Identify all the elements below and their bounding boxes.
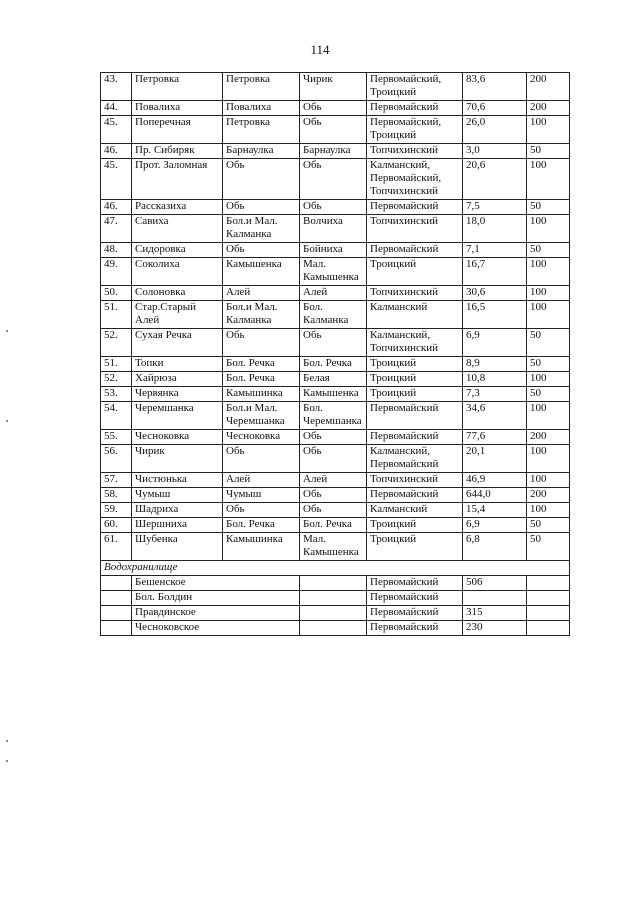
row-number-cell: 43. [101, 73, 132, 101]
row-number-cell: 60. [101, 518, 132, 533]
table-row [101, 488, 570, 503]
district-cell: Калманский, Топчихинский [367, 329, 463, 357]
receiving-river-cell: Чирик [300, 73, 367, 101]
row-number-cell: 51. [101, 357, 132, 372]
river-name-cell: Рассказиха [132, 200, 223, 215]
protection-zone-cell: 100 [527, 473, 570, 488]
river-length-cell: 15,4 [463, 503, 527, 518]
row-number-cell: 61. [101, 533, 132, 561]
protection-zone-cell: 200 [527, 101, 570, 116]
river-name-cell: Сидоровка [132, 243, 223, 258]
district-cell: Калманский, Первомайский [367, 445, 463, 473]
protection-zone-cell: 100 [527, 301, 570, 329]
reservoir-name-cell: Чесноковское [132, 621, 300, 636]
river-length-cell: 83,6 [463, 73, 527, 101]
basin-river-cell: Обь [223, 503, 300, 518]
receiving-river-cell: Барнаулка [300, 144, 367, 159]
empty-cell [527, 606, 570, 621]
receiving-river-cell: Обь [300, 503, 367, 518]
receiving-river-cell: Обь [300, 200, 367, 215]
row-number-cell: 47. [101, 215, 132, 243]
district-cell: Первомайский, Троицкий [367, 73, 463, 101]
receiving-river-cell: Бол. Речка [300, 518, 367, 533]
table-row [101, 533, 570, 561]
district-cell: Троицкий [367, 518, 463, 533]
receiving-river-cell: Обь [300, 445, 367, 473]
protection-zone-cell: 100 [527, 286, 570, 301]
river-length-cell: 30,6 [463, 286, 527, 301]
protection-zone-cell: 100 [527, 503, 570, 518]
row-number-cell: 49. [101, 258, 132, 286]
district-cell: Топчихинский [367, 286, 463, 301]
receiving-river-cell: Обь [300, 116, 367, 144]
river-name-cell: Солоновка [132, 286, 223, 301]
river-length-cell: 7,3 [463, 387, 527, 402]
receiving-river-cell: Волчиха [300, 215, 367, 243]
district-cell: Топчихинский [367, 144, 463, 159]
river-name-cell: Топки [132, 357, 223, 372]
reservoir-length-cell: 315 [463, 606, 527, 621]
protection-zone-cell: 50 [527, 357, 570, 372]
district-cell: Калманский [367, 301, 463, 329]
river-length-cell: 7,1 [463, 243, 527, 258]
row-number-cell: 52. [101, 329, 132, 357]
scan-dot [6, 760, 8, 762]
river-length-cell: 6,9 [463, 329, 527, 357]
row-number-cell: 50. [101, 286, 132, 301]
district-cell: Первомайский [367, 621, 463, 636]
empty-cell [527, 591, 570, 606]
river-name-cell: Петровка [132, 73, 223, 101]
district-cell: Топчихинский [367, 215, 463, 243]
receiving-river-cell: Обь [300, 430, 367, 445]
row-number-cell: 57. [101, 473, 132, 488]
river-name-cell: Черемшанка [132, 402, 223, 430]
empty-cell [101, 591, 132, 606]
receiving-river-cell: Обь [300, 329, 367, 357]
basin-river-cell: Камышинка [223, 533, 300, 561]
table-row [101, 518, 570, 533]
protection-zone-cell: 100 [527, 445, 570, 473]
river-name-cell: Прот. Заломная [132, 159, 223, 200]
row-number-cell: 53. [101, 387, 132, 402]
river-name-cell: Сухая Речка [132, 329, 223, 357]
river-length-cell: 46,9 [463, 473, 527, 488]
protection-zone-cell: 50 [527, 144, 570, 159]
river-name-cell: Чесноковка [132, 430, 223, 445]
receiving-river-cell: Алей [300, 473, 367, 488]
table-row [101, 503, 570, 518]
empty-cell [101, 576, 132, 591]
reservoir-length-cell: 230 [463, 621, 527, 636]
table-row [101, 301, 570, 329]
empty-cell [300, 606, 367, 621]
receiving-river-cell: Мал. Камышенка [300, 258, 367, 286]
protection-zone-cell: 100 [527, 215, 570, 243]
reservoir-name-cell: Бешенское [132, 576, 300, 591]
basin-river-cell: Бол.и Мал. Черемшанка [223, 402, 300, 430]
reservoir-name-cell: Бол. Болдин [132, 591, 300, 606]
empty-cell [300, 591, 367, 606]
district-cell: Первомайский [367, 243, 463, 258]
table-row [101, 159, 570, 200]
river-name-cell: Стар.Старый Алей [132, 301, 223, 329]
table-row [101, 357, 570, 372]
row-number-cell: 55. [101, 430, 132, 445]
row-number-cell: 45. [101, 159, 132, 200]
row-number-cell: 44. [101, 101, 132, 116]
empty-cell [300, 621, 367, 636]
district-cell: Первомайский [367, 591, 463, 606]
protection-zone-cell: 200 [527, 73, 570, 101]
district-cell: Троицкий [367, 258, 463, 286]
basin-river-cell: Бол.и Мал. Калманка [223, 215, 300, 243]
reservoir-section-title: Водохранилище [101, 561, 570, 576]
river-length-cell: 77,6 [463, 430, 527, 445]
district-cell: Первомайский [367, 606, 463, 621]
district-cell: Троицкий [367, 533, 463, 561]
basin-river-cell: Петровка [223, 116, 300, 144]
basin-river-cell: Камышинка [223, 387, 300, 402]
empty-cell [101, 606, 132, 621]
river-length-cell: 10,8 [463, 372, 527, 387]
empty-cell [300, 576, 367, 591]
receiving-river-cell: Обь [300, 101, 367, 116]
receiving-river-cell: Алей [300, 286, 367, 301]
table-row [101, 215, 570, 243]
scan-dot [6, 330, 8, 332]
receiving-river-cell: Камышенка [300, 387, 367, 402]
river-length-cell: 3,0 [463, 144, 527, 159]
basin-river-cell: Обь [223, 329, 300, 357]
basin-river-cell: Барнаулка [223, 144, 300, 159]
district-cell: Троицкий [367, 372, 463, 387]
district-cell: Первомайский [367, 576, 463, 591]
reservoir-row [101, 576, 570, 591]
district-cell: Первомайский [367, 402, 463, 430]
row-number-cell: 48. [101, 243, 132, 258]
district-cell: Калманский, Первомайский, Топчихинский [367, 159, 463, 200]
receiving-river-cell: Обь [300, 159, 367, 200]
district-cell: Троицкий [367, 357, 463, 372]
river-length-cell: 20,1 [463, 445, 527, 473]
table-row [101, 101, 570, 116]
row-number-cell: 54. [101, 402, 132, 430]
river-name-cell: Чирик [132, 445, 223, 473]
empty-cell [527, 576, 570, 591]
district-cell: Первомайский [367, 488, 463, 503]
row-number-cell: 46. [101, 144, 132, 159]
table-row [101, 144, 570, 159]
river-name-cell: Хайрюза [132, 372, 223, 387]
river-length-cell: 7,5 [463, 200, 527, 215]
table-row [101, 473, 570, 488]
district-cell: Первомайский [367, 430, 463, 445]
river-length-cell: 20,6 [463, 159, 527, 200]
district-cell: Топчихинский [367, 473, 463, 488]
river-name-cell: Повалиха [132, 101, 223, 116]
receiving-river-cell: Белая [300, 372, 367, 387]
basin-river-cell: Обь [223, 200, 300, 215]
basin-river-cell: Обь [223, 445, 300, 473]
receiving-river-cell: Обь [300, 488, 367, 503]
row-number-cell: 59. [101, 503, 132, 518]
basin-river-cell: Алей [223, 286, 300, 301]
river-name-cell: Шершниха [132, 518, 223, 533]
basin-river-cell: Обь [223, 243, 300, 258]
basin-river-cell: Бол.и Мал. Калманка [223, 301, 300, 329]
district-cell: Первомайский [367, 101, 463, 116]
river-name-cell: Червянка [132, 387, 223, 402]
protection-zone-cell: 100 [527, 159, 570, 200]
basin-river-cell: Бол. Речка [223, 357, 300, 372]
table-row [101, 430, 570, 445]
protection-zone-cell: 100 [527, 258, 570, 286]
protection-zone-cell: 100 [527, 116, 570, 144]
basin-river-cell: Бол. Речка [223, 518, 300, 533]
river-name-cell: Чумыш [132, 488, 223, 503]
rivers-table-body [101, 73, 570, 561]
basin-river-cell: Петровка [223, 73, 300, 101]
receiving-river-cell: Бол. Черемшанка [300, 402, 367, 430]
reservoir-length-cell [463, 591, 527, 606]
river-length-cell: 8,9 [463, 357, 527, 372]
protection-zone-cell: 50 [527, 533, 570, 561]
row-number-cell: 45. [101, 116, 132, 144]
reservoirs-table-body [101, 561, 570, 636]
receiving-river-cell: Мал. Камышенка [300, 533, 367, 561]
reservoir-length-cell: 506 [463, 576, 527, 591]
table-row [101, 200, 570, 215]
row-number-cell: 58. [101, 488, 132, 503]
protection-zone-cell: 100 [527, 402, 570, 430]
row-number-cell: 52. [101, 372, 132, 387]
river-length-cell: 6,9 [463, 518, 527, 533]
scan-dot [6, 740, 8, 742]
table-row [101, 372, 570, 387]
river-length-cell: 26,0 [463, 116, 527, 144]
river-name-cell: Чистюнька [132, 473, 223, 488]
table-row [101, 445, 570, 473]
basin-river-cell: Обь [223, 159, 300, 200]
river-length-cell: 16,5 [463, 301, 527, 329]
table-row [101, 73, 570, 101]
table-row [101, 286, 570, 301]
table-row [101, 329, 570, 357]
table-row [101, 387, 570, 402]
river-name-cell: Савиха [132, 215, 223, 243]
basin-river-cell: Повалиха [223, 101, 300, 116]
protection-zone-cell: 100 [527, 372, 570, 387]
district-cell: Первомайский [367, 200, 463, 215]
protection-zone-cell: 50 [527, 387, 570, 402]
basin-river-cell: Чумыш [223, 488, 300, 503]
basin-river-cell: Камышенка [223, 258, 300, 286]
table-row [101, 258, 570, 286]
row-number-cell: 51. [101, 301, 132, 329]
river-length-cell: 18,0 [463, 215, 527, 243]
reservoir-name-cell: Правдинское [132, 606, 300, 621]
district-cell: Первомайский, Троицкий [367, 116, 463, 144]
receiving-river-cell: Бойниха [300, 243, 367, 258]
table-row [101, 402, 570, 430]
river-name-cell: Пр. Сибиряк [132, 144, 223, 159]
protection-zone-cell: 50 [527, 518, 570, 533]
basin-river-cell: Чесноковка [223, 430, 300, 445]
river-name-cell: Шубенка [132, 533, 223, 561]
river-length-cell: 70,6 [463, 101, 527, 116]
receiving-river-cell: Бол. Калманка [300, 301, 367, 329]
reservoir-row [101, 606, 570, 621]
river-length-cell: 16,7 [463, 258, 527, 286]
protection-zone-cell: 50 [527, 243, 570, 258]
protection-zone-cell: 50 [527, 200, 570, 215]
river-length-cell: 6,8 [463, 533, 527, 561]
receiving-river-cell: Бол. Речка [300, 357, 367, 372]
page-number: 114 [310, 42, 330, 57]
row-number-cell: 46. [101, 200, 132, 215]
protection-zone-cell: 200 [527, 488, 570, 503]
river-name-cell: Поперечная [132, 116, 223, 144]
rivers-table [100, 72, 570, 636]
table-row [101, 243, 570, 258]
empty-cell [527, 621, 570, 636]
row-number-cell: 56. [101, 445, 132, 473]
district-cell: Калманский [367, 503, 463, 518]
river-name-cell: Соколиха [132, 258, 223, 286]
river-name-cell: Шадриха [132, 503, 223, 518]
river-length-cell: 34,6 [463, 402, 527, 430]
protection-zone-cell: 50 [527, 329, 570, 357]
table-row [101, 116, 570, 144]
reservoir-row [101, 591, 570, 606]
district-cell: Троицкий [367, 387, 463, 402]
reservoir-row [101, 621, 570, 636]
basin-river-cell: Бол. Речка [223, 372, 300, 387]
protection-zone-cell: 200 [527, 430, 570, 445]
scan-dot [6, 420, 8, 422]
river-length-cell: 644,0 [463, 488, 527, 503]
empty-cell [101, 621, 132, 636]
basin-river-cell: Алей [223, 473, 300, 488]
reservoir-section-row [101, 561, 570, 576]
